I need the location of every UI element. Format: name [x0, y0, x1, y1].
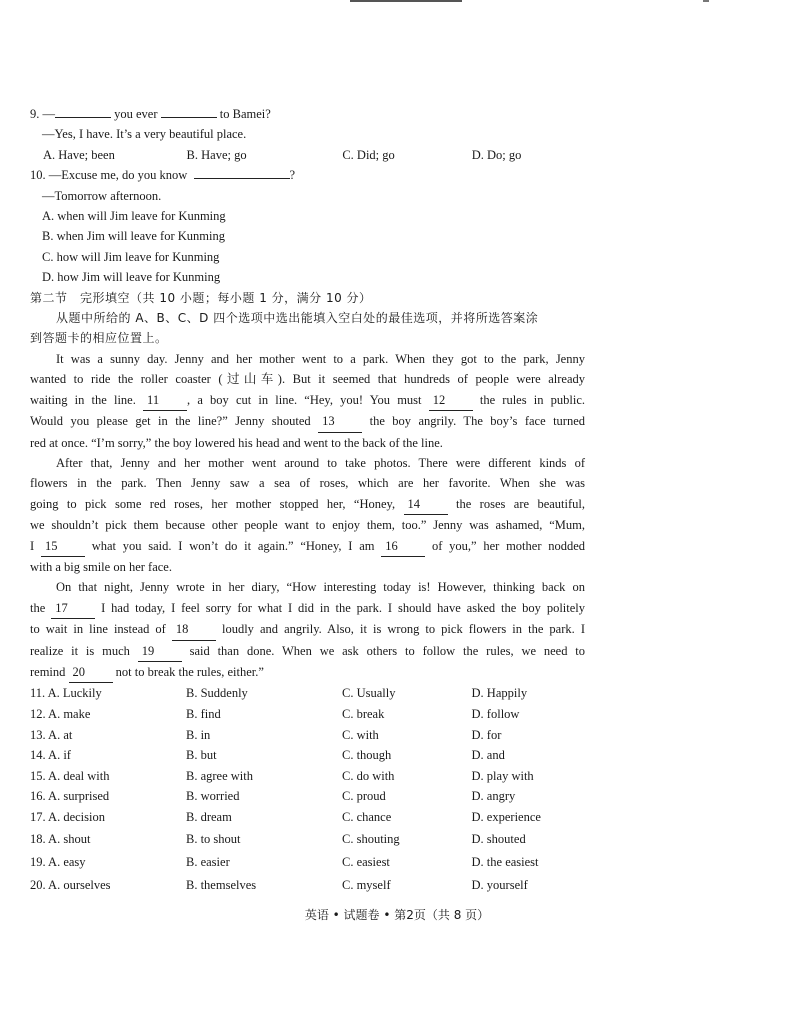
q10-option-d: D. how Jim will leave for Kunming [42, 270, 221, 285]
option-a: 14. A. if [30, 748, 71, 763]
option-a: 18. A. shout [30, 831, 91, 846]
passage-line: we shouldn’t pick them because other people want to enjoy them, too.” Jenny was ashamed, “Mum, [30, 518, 585, 533]
passage-line: to wait in line instead of 18 loudly and angrily. Also, it is wrong to pick flowers in the park. I [30, 619, 585, 640]
section-instruction-2: 到答题卡的相应位置上。 [30, 331, 168, 346]
q9-blank-2 [161, 104, 217, 118]
q9-options [30, 145, 585, 165]
option-a: 11. A. Luckily [30, 686, 102, 701]
passage-paragraph-1 [30, 349, 585, 453]
option-c: C. Usually [342, 686, 396, 701]
gap-16: 16 [381, 536, 425, 557]
option-c: C. do with [342, 768, 395, 783]
passage-line: flowers in the park. Then Jenny saw a sea of roses, which are her favorite. When she was [30, 476, 585, 491]
option-b: B. to shout [186, 831, 241, 846]
option-c: C. though [342, 748, 392, 763]
option-row-18 [30, 828, 585, 851]
passage-paragraph-3 [30, 577, 585, 683]
gap-14: 14 [404, 494, 448, 515]
option-b: B. themselves [186, 877, 257, 892]
option-a: 13. A. at [30, 727, 73, 742]
option-a: 12. A. make [30, 706, 91, 721]
cloze-options [30, 683, 585, 896]
gap-11: 11 [143, 390, 187, 411]
option-b: B. worried [186, 789, 240, 804]
q10-blank [194, 165, 290, 179]
q10-stem [30, 165, 585, 185]
q10-text: 10. —Excuse me, do you know [30, 168, 188, 183]
passage-line: wanted to ride the roller coaster (过山车). But it seemed that hundreds of people were already [30, 372, 585, 387]
option-row-15 [30, 766, 585, 787]
option-c: C. easiest [342, 854, 390, 869]
option-d: D. for [471, 727, 502, 742]
option-c: C. myself [342, 877, 391, 892]
option-d: D. the easiest [471, 854, 539, 869]
q9-option-b: B. Have; go [186, 147, 247, 162]
option-d: D. Happily [471, 686, 528, 701]
q10-option-c: C. how will Jim leave for Kunming [42, 249, 220, 264]
passage-line: red at once. “I’m sorry,” the boy lowered his head and went to the back of the line. [30, 435, 443, 450]
option-row-11 [30, 683, 585, 704]
option-b: B. dream [186, 809, 232, 824]
q10-question-mark: ? [289, 168, 296, 183]
option-d: D. yourself [471, 877, 528, 892]
q9-option-a: A. Have; been [43, 147, 115, 162]
option-b: B. find [186, 706, 221, 721]
option-a: 19. A. easy [30, 854, 86, 869]
option-b: B. in [186, 727, 211, 742]
passage-line: remind 20 not to break the rules, either.” [30, 662, 585, 683]
passage-line: going to pick some red roses, her mother stopped her, “Honey, 14 the roses are beautiful, [30, 494, 585, 515]
option-row-12 [30, 704, 585, 725]
section-heading: 第二节 完形填空（共 10 小题；每小题 1 分，满分 10 分） [30, 290, 372, 305]
passage-paragraph-2 [30, 453, 585, 577]
gap-20: 20 [69, 662, 113, 683]
passage-line: I 15 what you said. I won’t do it again.” “Honey, I am 16 of you,” her mother nodded [30, 536, 585, 557]
gap-18: 18 [172, 619, 216, 640]
gap-19: 19 [138, 641, 182, 662]
option-c: C. shouting [342, 831, 400, 846]
q10-answer: —Tomorrow afternoon. [42, 188, 162, 203]
gap-12: 12 [429, 390, 473, 411]
gap-15: 15 [41, 536, 85, 557]
option-b: B. but [186, 748, 217, 763]
option-row-20 [30, 874, 585, 897]
gap-17: 17 [51, 598, 95, 619]
option-row-19 [30, 851, 585, 874]
option-d: D. experience [471, 809, 541, 824]
option-c: C. with [342, 727, 379, 742]
q10-option-b: B. when Jim will leave for Kunming [42, 229, 225, 244]
option-d: D. follow [471, 706, 520, 721]
q10-option-a: A. when will Jim leave for Kunming [42, 209, 226, 224]
passage-line: realize it is much 19 said than done. When we ask others to follow the rules, we need to [30, 641, 585, 662]
option-b: B. agree with [186, 768, 253, 783]
q9-option-d: D. Do; go [471, 147, 522, 162]
passage-line: After that, Jenny and her mother went around to take photos. There were different kinds of [56, 455, 585, 470]
option-c: C. proud [342, 789, 386, 804]
q9-text-end: to Bamei? [216, 107, 271, 121]
page-footer: 英语 • 试题卷 • 第2页（共 8 页） [304, 908, 490, 922]
option-c: C. break [342, 706, 385, 721]
section-instruction-1: 从题中所给的 A、B、C、D 四个选项中选出能填入空白处的最佳选项，并将所选答案涂 [56, 311, 539, 326]
top-edge-rule [350, 0, 462, 2]
option-a: 15. A. deal with [30, 768, 110, 783]
option-d: D. angry [471, 789, 516, 804]
passage-line: It was a sunny day. Jenny and her mother went to a park. When they got to the park, Jenny [56, 351, 585, 366]
option-row-13 [30, 725, 585, 746]
passage-line: waiting in the line. 11 , a boy cut in line. “Hey, you! You must 12 the rules in public. [30, 390, 585, 411]
option-d: D. play with [471, 768, 534, 783]
option-row-17 [30, 807, 585, 828]
option-b: B. Suddenly [186, 686, 248, 701]
q9-number: 9. — [30, 107, 55, 121]
passage-line: the 17 I had today, I feel sorry for what I did in the park. I should have asked the boy politely [30, 598, 585, 619]
option-a: 20. A. ourselves [30, 877, 111, 892]
q9-answer: —Yes, I have. It’s a very beautiful place. [42, 127, 247, 142]
option-c: C. chance [342, 809, 392, 824]
option-a: 17. A. decision [30, 809, 105, 824]
passage-line: On that night, Jenny wrote in her diary, “How interesting today is! However, thinking back on [56, 580, 585, 595]
option-b: B. easier [186, 854, 230, 869]
q9-text-mid: you ever [111, 107, 161, 121]
option-a: 16. A. surprised [30, 789, 110, 804]
option-row-14 [30, 745, 585, 766]
q9-option-c: C. Did; go [342, 147, 395, 162]
passage-line: with a big smile on her face. [30, 559, 172, 574]
passage-line: Would you please get in the line?” Jenny shouted 13 the boy angrily. The boy’s face turned [30, 411, 585, 432]
option-d: D. shouted [471, 831, 526, 846]
exam-page [30, 104, 585, 897]
q9-stem [30, 104, 585, 124]
option-d: D. and [471, 748, 505, 763]
gap-13: 13 [318, 411, 362, 432]
q9-blank-1 [55, 104, 111, 118]
top-edge-mark [703, 0, 709, 2]
option-row-16 [30, 786, 585, 807]
